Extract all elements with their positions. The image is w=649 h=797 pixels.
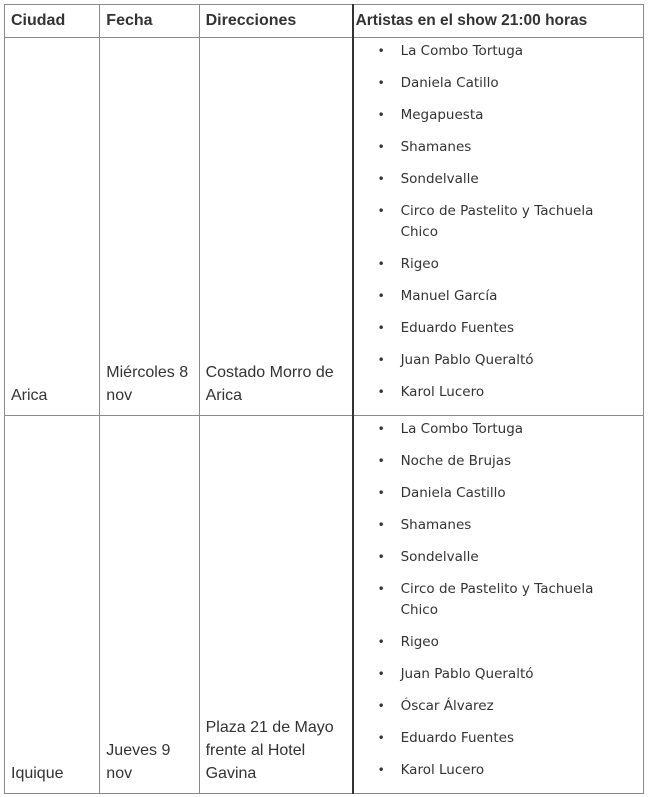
artist-item: • Eduardo Fuentes: [354, 725, 643, 757]
date-cell: Jueves 9 nov: [100, 416, 199, 794]
artist-item: • Daniela Catillo: [354, 70, 643, 102]
artist-item: • Noche de Brujas: [354, 448, 643, 480]
bullet-icon: •: [377, 108, 385, 122]
artist-list: [354, 38, 643, 411]
artist-item: • Sondelvalle: [354, 544, 643, 576]
header-artists: Artistas en el show 21:00 horas: [353, 5, 644, 38]
artist-item: • Eduardo Fuentes: [354, 315, 643, 347]
address-cell: Plaza 21 de Mayo frente al Hotel Gavina: [199, 416, 352, 794]
artist-item: • La Combo Tortuga: [354, 38, 643, 70]
bullet-icon: •: [377, 353, 385, 367]
bullet-icon: •: [377, 44, 385, 58]
artist-item: • Sondelvalle: [354, 166, 643, 198]
bullet-icon: •: [377, 172, 385, 186]
bullet-icon: •: [377, 289, 385, 303]
table-row: [5, 38, 644, 416]
bullet-icon: •: [377, 321, 385, 335]
artist-item: • Karol Lucero: [354, 379, 643, 411]
artist-item: • Karol Lucero: [354, 757, 643, 789]
header-city: Ciudad: [5, 5, 100, 38]
address-cell: Costado Morro de Arica: [199, 38, 352, 416]
bullet-icon: •: [377, 422, 385, 436]
bullet-icon: •: [377, 385, 385, 399]
bullet-icon: •: [377, 257, 385, 271]
table-row: [5, 416, 644, 794]
artist-item: • Circo de Pastelito y Tachuela Chico: [377, 581, 594, 618]
bullet-icon: •: [377, 699, 385, 713]
artist-item: • Shamanes: [354, 134, 643, 166]
bullet-icon: •: [377, 486, 385, 500]
artist-item: • Rigeo: [354, 251, 643, 283]
artist-item: • Rigeo: [354, 629, 643, 661]
bullet-icon: •: [377, 582, 385, 596]
artist-item: • Óscar Álvarez: [354, 693, 643, 725]
bullet-icon: •: [377, 76, 385, 90]
artist-item: • Circo de Pastelito y Tachuela Chico: [377, 203, 594, 240]
bullet-icon: •: [377, 550, 385, 564]
header-date: Fecha: [100, 5, 199, 38]
artist-item: • Juan Pablo Queraltó: [354, 661, 643, 693]
bullet-icon: •: [377, 454, 385, 468]
artist-item: • Juan Pablo Queraltó: [354, 347, 643, 379]
city-cell: Arica: [5, 38, 100, 416]
artist-item: • Daniela Castillo: [354, 480, 643, 512]
bullet-icon: •: [377, 763, 385, 777]
bullet-icon: •: [377, 635, 385, 649]
artist-item: • Manuel García: [354, 283, 643, 315]
shows-table: [4, 4, 644, 794]
header-row: [5, 5, 644, 38]
bullet-icon: •: [377, 518, 385, 532]
artist-list: [354, 416, 643, 789]
artists-cell: [353, 416, 644, 794]
artist-item: • La Combo Tortuga: [354, 416, 643, 448]
bullet-icon: •: [377, 667, 385, 681]
bullet-icon: •: [377, 731, 385, 745]
artist-item: • Shamanes: [354, 512, 643, 544]
city-cell: Iquique: [5, 416, 100, 794]
bullet-icon: •: [377, 140, 385, 154]
header-address: Direcciones: [199, 5, 352, 38]
date-cell: Miércoles 8 nov: [100, 38, 199, 416]
artists-cell: [353, 38, 644, 416]
bullet-icon: •: [377, 204, 385, 218]
artist-item: • Megapuesta: [354, 102, 643, 134]
